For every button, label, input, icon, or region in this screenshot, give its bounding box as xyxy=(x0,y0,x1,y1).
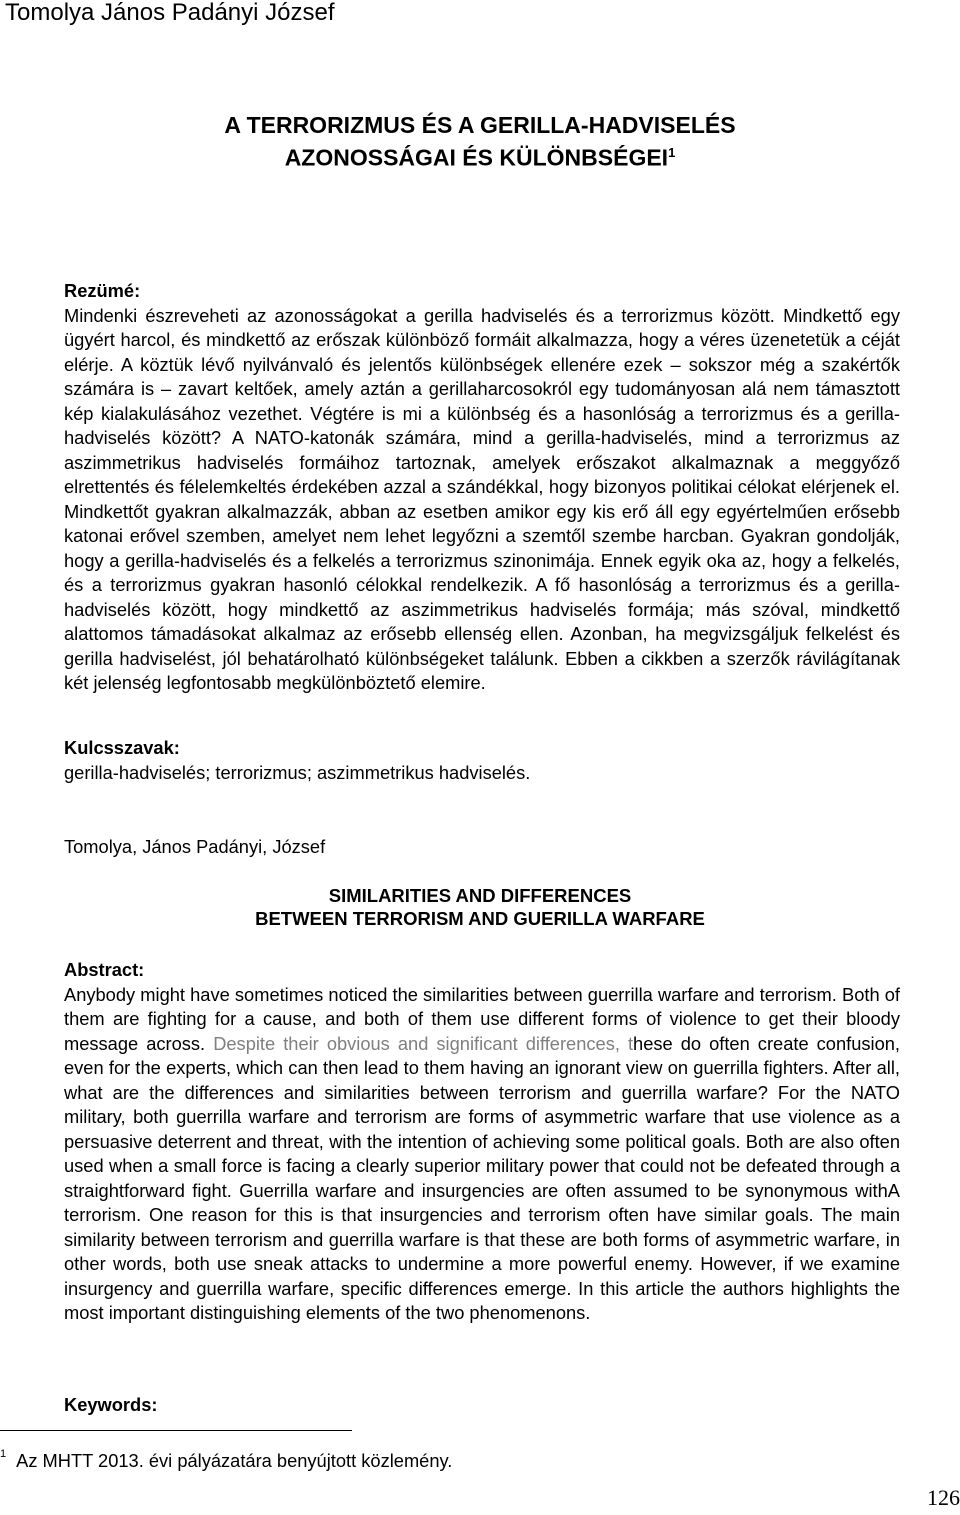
keywords-hu xyxy=(64,736,900,785)
footnote-ref[interactable]: 1 xyxy=(668,145,676,160)
footnote-text: Az MHTT 2013. évi pályázatára benyújtott közlemény. xyxy=(16,1450,453,1471)
title-hu-line2 xyxy=(0,139,960,172)
keywords-en xyxy=(64,1393,900,1418)
title-en-line2: BETWEEN TERRORISM AND GUERILLA WARFARE xyxy=(255,908,705,929)
summary-hu-label: Rezümé: xyxy=(64,280,141,301)
running-header: Tomolya János Padányi József xyxy=(5,0,335,26)
footnote xyxy=(0,1442,452,1473)
keywords-hu-label: Kulcsszavak: xyxy=(64,737,180,758)
authors-en: Tomolya, János Padányi, József xyxy=(64,836,326,857)
article-title-hu xyxy=(0,112,960,172)
keywords-hu-text: gerilla-hadviselés; terrorizmus; aszimmetrikus hadviselés. xyxy=(64,761,531,783)
abstract-en-label: Abstract: xyxy=(64,959,145,980)
summary-hu-text: Mindenki észreveheti az azonosságokat a gerilla hadviselés és a terrorizmus között. Mindkettő egy ügyért harcol, és mindkettő az erőszak különböző formáit alkalmazza, hogy a véres üzenetetük a céját elérje. A köztük lévő nyilvánvaló és jelentős különbségek ellenére ezek – sokszor még a szakértők számára is – zavart keltőek, amely aztán a gerillaharcosokról egy tudományosan alá nem támasztott kép kialakulásához vezethet. Végtére is mi a különbség és a hasonlóság a terrorizmus és a gerilla-hadviselés között? A NATO-katonák számára, mind a gerilla-hadviselés, mind a terrorizmus az aszimmetrikus hadviselés formáihoz tartoznak, amelyek erőszakot alkalmaznak a meggyőző elrettentés és félelemkeltés érdekében azzal a szándékkal, hogy bizonyos politikai célokat elérjenek el. Mindkettőt gyakran alkalmazzák, abban az esetben amikor egy kis erő áll egy egyértelműen erősebb katonai erővel szemben, amelyet nem lehet legyőzni a szemtől szembe harcban. Gyakran gondolják, hogy a gerilla-hadviselés és a felkelés a terrorizmus szinonimája. Ennek egyik oka az, hogy a felkelés, és a terrorizmus gyakran hasonló célokkal rendelkezik. A fő hasonlóság a terrorizmus és a gerilla-hadviselés között, hogy mindkettő az aszimmetrikus hadviselés formája; más szóval, mindkettő alattomos támadásokat alkalmaz az erősebb ellenség ellen. Azonban, ha megvizsgáljuk felkelést és gerilla hadviselést, jól behatárolható különbségeket találunk. Ebben a cikkben a szerzők rávilágítanak két jelenség legfontosabb megkülönböztető elemire. xyxy=(64,304,900,693)
title-hu-line2-text: AZONOSSÁGAI ÉS KÜLÖNBSÉGEI xyxy=(284,144,669,171)
footnote-divider xyxy=(0,1430,352,1431)
page-number: 126 xyxy=(927,1485,960,1510)
abstract-en-text-a: Anybody might have sometimes noticed the similarities between guerrilla warfare and terrorism. Both of them are fighting for a cause, and both of them use different forms of violence to get their bloody message across. xyxy=(64,983,900,1054)
keywords-en-label: Keywords: xyxy=(64,1394,158,1415)
abstract-en xyxy=(64,958,900,1326)
article-title-en xyxy=(0,884,960,930)
footnote-number: 1 xyxy=(0,1448,7,1460)
abstract-en-text-grey: Despite their obvious and significant differences, t xyxy=(213,1032,634,1054)
title-en-line1: SIMILARITIES AND DIFFERENCES xyxy=(328,885,632,906)
title-hu-line1: A TERRORIZMUS ÉS A GERILLA-HADVISELÉS xyxy=(224,112,736,138)
summary-hu xyxy=(64,279,900,696)
abstract-en-text-b: hese do often create confusion, even for the experts, which can then lead to them having an ignorant view on guerrilla fighters. After all, what are the differences and similarities between terrorism and guerrilla warfare? For the NATO military, both guerrilla warfare and terrorism are forms of asymmetric warfare that use violence as a persuasive deterrent and threat, with the intention of achieving some political goals. Both are also often used when a small force is facing a clearly superior military power that could not be defeated through a straightforward fight. Guerrilla warfare and insurgencies are often assumed to be synonymous withA terrorism. One reason for this is that insurgencies and terrorism often have similar goals. The main similarity between terrorism and guerrilla warfare is that these are both forms of asymmetric warfare, in other words, both use sneak attacks to undermine a more powerful enemy. However, if we examine insurgency and guerrilla warfare, specific differences emerge. In this article the authors highlights the most important distinguishing elements of the two phenomenons. xyxy=(64,1032,900,1323)
